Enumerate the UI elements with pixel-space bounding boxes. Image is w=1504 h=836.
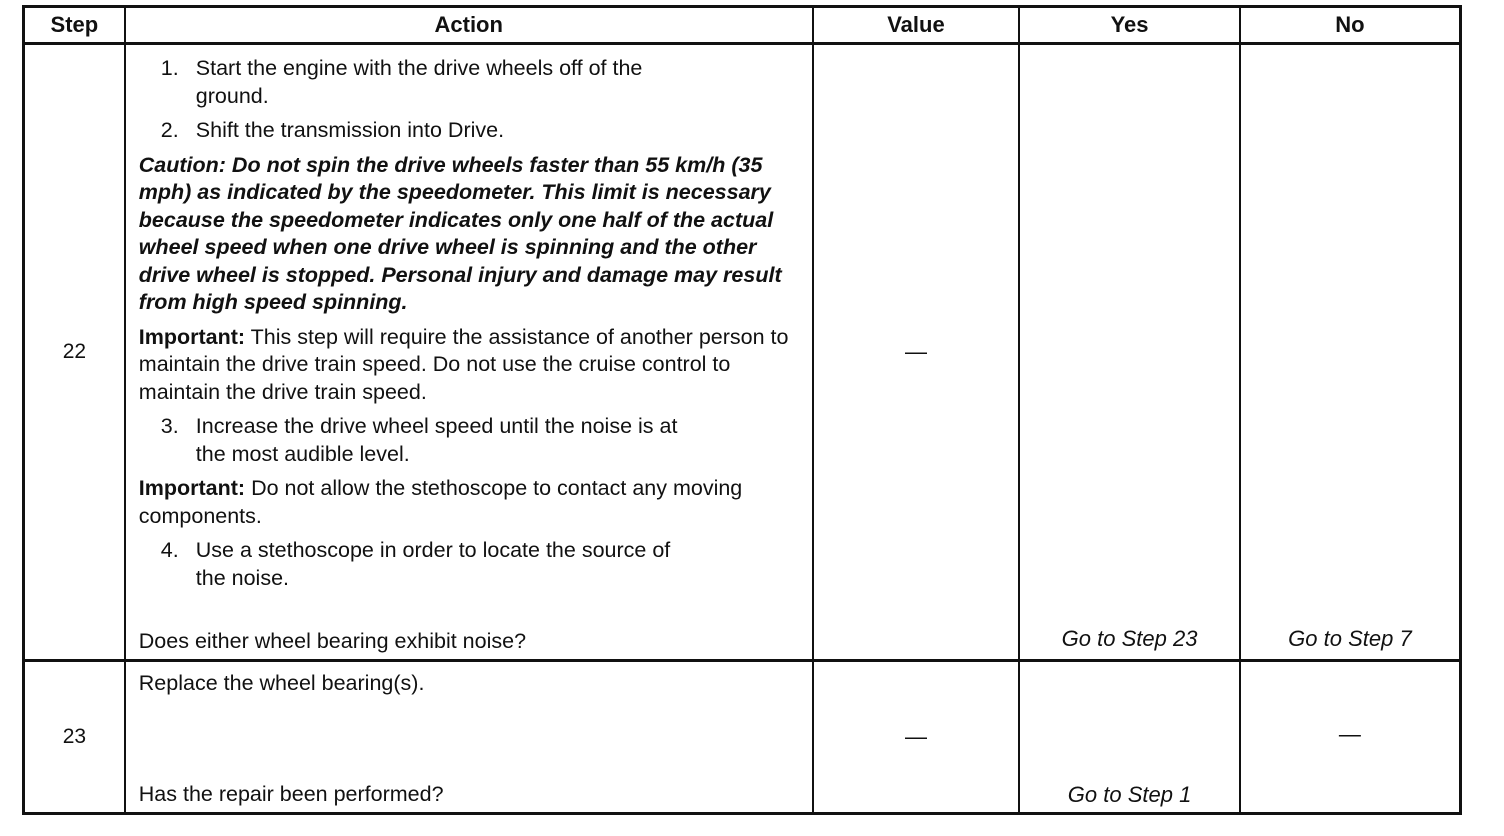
action-item-3 — [139, 413, 804, 468]
action-text: Replace the wheel bearing(s). — [138, 671, 425, 695]
action-cell — [125, 661, 813, 814]
yes-cell — [1019, 661, 1240, 814]
item-number: 2. — [160, 118, 179, 142]
action-item-1 — [139, 55, 804, 110]
table-row-step-22 — [24, 44, 1461, 661]
header-no: No — [1240, 7, 1461, 44]
item-number: 1. — [160, 56, 179, 80]
important-label: Important: — [138, 324, 246, 349]
yes-result: Go to Step 1 — [1067, 782, 1192, 807]
action-item-4 — [139, 537, 804, 592]
step-number: 23 — [24, 661, 125, 814]
no-cell — [1240, 44, 1461, 661]
no-cell — [1240, 661, 1461, 814]
header-value: Value — [813, 7, 1020, 44]
yes-result: Go to Step 23 — [1061, 626, 1198, 651]
item-number: 4. — [160, 538, 179, 562]
table-row-step-23 — [24, 661, 1461, 814]
header-yes: Yes — [1019, 7, 1240, 44]
item-text-cont: the most audible level. — [195, 441, 410, 466]
item-text: Start the engine with the drive wheels off of the — [195, 56, 643, 80]
header-row — [24, 7, 1461, 44]
action-cell — [125, 44, 813, 661]
value-cell: — — [813, 661, 1020, 814]
item-text-cont: the noise. — [195, 565, 290, 590]
important-note-1 — [139, 324, 804, 407]
item-text: Shift the transmission into Drive. — [195, 118, 505, 142]
item-text: Increase the drive wheel speed until the noise is at — [195, 414, 678, 438]
step-number: 22 — [24, 44, 125, 661]
item-text: Use a stethoscope in order to locate the source of — [195, 538, 671, 562]
important-note-2 — [139, 475, 789, 530]
item-text-cont: ground. — [195, 83, 269, 108]
header-action: Action — [125, 7, 813, 44]
diagnostic-step-table — [22, 5, 1462, 815]
value-cell: — — [813, 44, 1020, 661]
step-question: Does either wheel bearing exhibit noise? — [138, 629, 527, 653]
no-result: Go to Step 7 — [1288, 626, 1412, 651]
caution-note: Caution: Do not spin the drive wheels faster than 55 km/h (35 mph) as indicated by the speedometer. This limit is necessary because the speedometer indicates only one half of the actual wheel speed when one drive wheel is spinning and the other drive wheel is stopped. Personal injury and damage may result from high speed spinning. — [138, 152, 782, 314]
action-item-2 — [139, 117, 804, 145]
yes-cell — [1019, 44, 1240, 661]
important-text: This step will require the assistance of another person to maintain the drive train speed. Do not use the cruise control to maintain the drive train speed. — [138, 324, 789, 404]
header-step: Step — [24, 7, 125, 44]
important-label: Important: — [138, 476, 246, 500]
table-header — [24, 7, 1461, 44]
no-result: — — [1338, 721, 1361, 747]
step-question: Has the repair been performed? — [138, 781, 444, 806]
important-text: Do not allow the stethoscope to contact any moving components. — [138, 476, 743, 528]
item-number: 3. — [160, 414, 179, 438]
